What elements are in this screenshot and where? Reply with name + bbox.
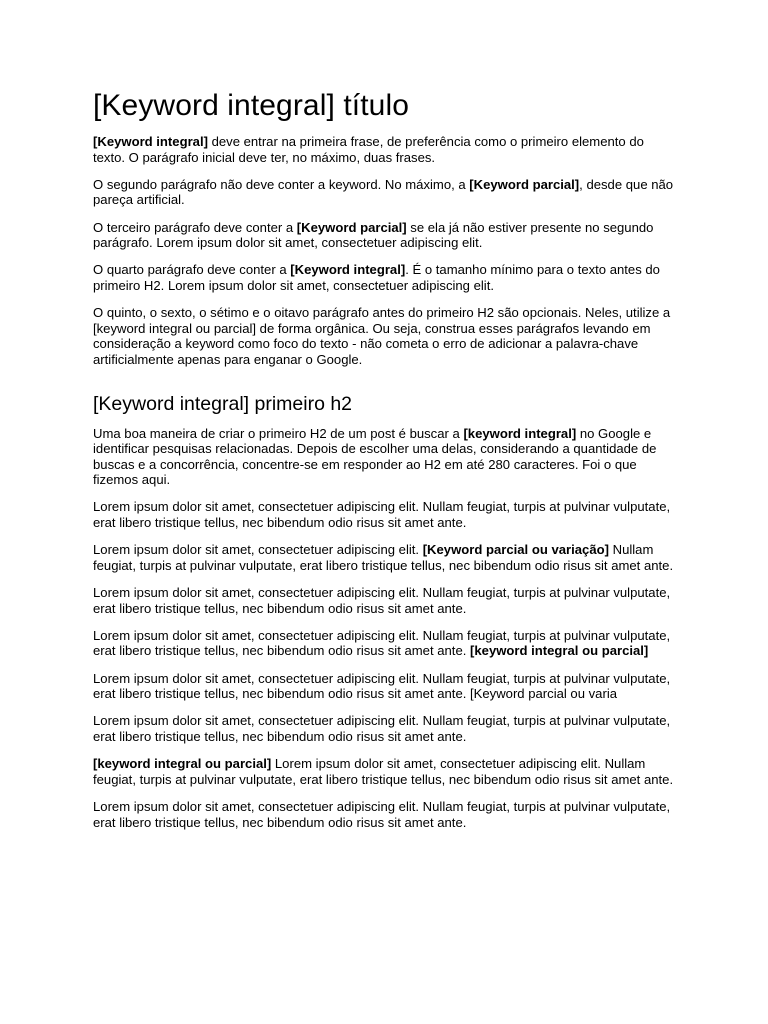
section-paragraph-6 (93, 671, 679, 702)
paragraph-3 (93, 220, 679, 251)
page-title: [Keyword integral] título (93, 89, 409, 122)
keyword-bold: [Keyword parcial] (469, 176, 580, 192)
keyword-bold: [Keyword integral] (290, 262, 406, 278)
document-page (93, 88, 679, 842)
keyword-bold: [Keyword parcial ou variação] (422, 542, 609, 558)
paragraph-text: Lorem ipsum dolor sit amet, consectetuer adipiscing elit. Nullam feugiat, turpis at pulvinar vulputate, erat libero tristique tellus, nec bibendum odio risus sit amet ante. (93, 713, 671, 744)
paragraph-text: O quinto, o sexto, o sétimo e o oitavo parágrafo antes do primeiro H2 são opcionais. Neles, utilize a [keyword integral ou parcial] de forma orgânica. Ou seja, construa esses parágrafos levando em consideração a keyword como foco do texto - não cometa o erro de adicionar a palavra-chave artificialmente apenas para enganar o Google. (93, 305, 671, 367)
paragraph-text: no Google e identificar pesquisas relacionadas. Depois de escolher uma delas, considerando a quantidade de buscas e a concorrência, concentre-se em responder ao H2 em até 280 caracteres. Foi o que fizemos aqui. (93, 425, 657, 488)
section-heading-h2: [Keyword integral] primeiro h2 (93, 392, 353, 415)
keyword-bold: [keyword integral ou parcial] (470, 643, 649, 659)
paragraph-text: Nullam feugiat, turpis at pulvinar vulputate, erat libero tristique tellus, nec bibendum odio risus sit amet ante. (93, 542, 674, 573)
section-paragraph-2 (93, 499, 679, 530)
section-paragraph-7 (93, 713, 679, 744)
paragraph-text: O quarto parágrafo deve conter a (93, 262, 291, 278)
section-paragraph-9 (93, 799, 679, 830)
paragraph-text: Lorem ipsum dolor sit amet, consectetuer adipiscing elit. Nullam feugiat, turpis at pulvinar vulputate, erat libero tristique tellus, nec bibendum odio risus sit amet ante. (93, 585, 671, 616)
section-paragraph-8 (93, 756, 679, 787)
paragraph-text: O terceiro parágrafo deve conter a (93, 219, 297, 235)
section-paragraph-4 (93, 585, 679, 616)
paragraph-text: Lorem ipsum dolor sit amet, consectetuer adipiscing elit. Nullam feugiat, turpis at pulvinar vulputate, erat libero tristique tellus, nec bibendum odio risus sit amet ante. (93, 756, 674, 787)
section-paragraph-3 (93, 542, 679, 573)
paragraph-1 (93, 134, 679, 165)
paragraph-4 (93, 262, 679, 293)
keyword-bold: [Keyword parcial] (296, 219, 407, 235)
paragraph-text: , desde que não pareça artificial. (93, 176, 674, 208)
paragraph-text: Lorem ipsum dolor sit amet, consectetuer adipiscing elit. Nullam feugiat, turpis at pulvinar vulputate, erat libero tristique tellus, nec bibendum odio risus sit amet ante. [Keyword parcial ou varia (93, 670, 671, 702)
paragraph-text: deve entrar na primeira frase, de preferência como o primeiro elemento do texto. O parágrafo inicial deve ter, no máximo, duas frases. (93, 134, 644, 165)
section-paragraph-1 (93, 426, 679, 488)
keyword-bold: [keyword integral ou parcial] (93, 756, 272, 772)
paragraph-5 (93, 305, 679, 367)
paragraph-text: Lorem ipsum dolor sit amet, consectetuer adipiscing elit. (93, 542, 423, 558)
paragraph-text: Lorem ipsum dolor sit amet, consectetuer adipiscing elit. Nullam feugiat, turpis at pulvinar vulputate, erat libero tristique tellus, nec bibendum odio risus sit amet ante. (93, 499, 671, 531)
paragraph-text: se ela já não estiver presente no segundo parágrafo. Lorem ipsum dolor sit amet, consectetuer adipiscing elit. (93, 219, 654, 251)
paragraph-text: Lorem ipsum dolor sit amet, consectetuer adipiscing elit. Nullam feugiat, turpis at pulvinar vulputate, erat libero tristique tellus, nec bibendum odio risus sit amet ante. (93, 798, 671, 830)
keyword-bold: [Keyword integral] (93, 134, 208, 149)
paragraph-text: O segundo parágrafo não deve conter a keyword. No máximo, a (93, 176, 470, 192)
section-paragraph-5 (93, 628, 679, 659)
paragraph-text: Lorem ipsum dolor sit amet, consectetuer adipiscing elit. Nullam feugiat, turpis at pulvinar vulputate, erat libero tristique tellus, nec bibendum odio risus sit amet ante. (93, 627, 671, 659)
keyword-bold: [keyword integral] (463, 425, 577, 441)
paragraph-text: Uma boa maneira de criar o primeiro H2 de um post é buscar a (93, 425, 464, 441)
paragraph-2 (93, 177, 679, 208)
paragraph-text: . É o tamanho mínimo para o texto antes do primeiro H2. Lorem ipsum dolor sit amet, consectetuer adipiscing elit. (93, 262, 660, 293)
